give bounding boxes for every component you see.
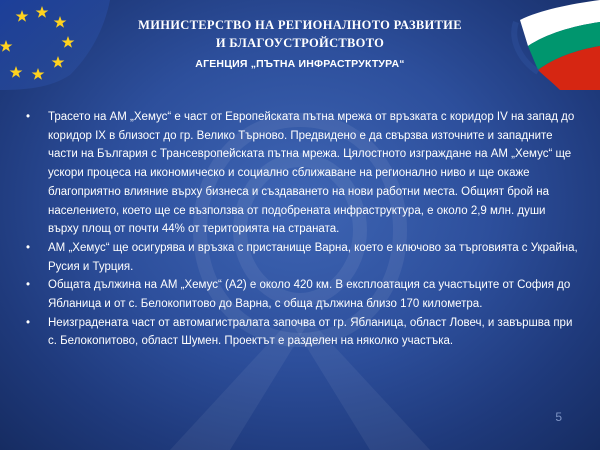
bullet-list [22,108,578,351]
bullet-icon: • [26,316,31,329]
ministry-title [130,16,470,52]
bullet-text: Трасето на АМ „Хемус“ е част от Европейската пътна мрежа от връзката с коридор IV на запад до коридор IX в близост до гр. Велико Търново. Предвидено е да свързва източните и западните части на България с Трансевропейската пътна мрежа. Цялостното изграждане на АМ „Хемус“ ще ускори процеса на икономическо и социално сближаване на регионално ниво и ще окаже благоприятно влияние върху бизнеса и създаването на нови работни места. Общият брой на населението, което ще се възползва от подобрената инфраструктура, е около 2,9 млн. души върху площ от почти 44% от територията на страната. [48,111,575,236]
bullet-text: Неизградената част от автомагистралата започва от гр. Ябланица, област Ловеч, и завършва при с. Белокопитово, област Шумен. Проектът е разделен на няколко участъка. [48,316,573,348]
bullet-item [22,314,578,351]
bulgarian-flag-image [480,0,600,90]
ministry-title-line-1: МИНИСТЕРСТВО НА РЕГИОНАЛНОТО РАЗВИТИЕ [138,18,462,32]
bullet-item [22,276,578,313]
bullet-text: АМ „Хемус“ ще осигурява и връзка с пристанище Варна, което е ключово за търговията с Украйна, Русия и Турция. [48,241,578,273]
ministry-title-line-2: И БЛАГОУСТРОЙСТВОТО [215,36,385,50]
agency-subtitle: АГЕНЦИЯ „ПЪТНА ИНФРАСТРУКТУРА“ [195,58,405,70]
bullet-icon: • [26,241,31,254]
bullet-item [22,239,578,276]
bullet-text: Общата дължина на АМ „Хемус“ (А2) е около 420 км. В експлоатация са участъците от София до Ябланица и от с. Белокопитово до Варна, с обща дължина близо 170 километра. [48,279,571,311]
eu-flag-image [0,0,120,90]
page-number: 5 [555,410,562,424]
bullet-item [22,108,578,239]
bullet-icon: • [26,279,31,292]
bullet-icon: • [26,111,31,123]
